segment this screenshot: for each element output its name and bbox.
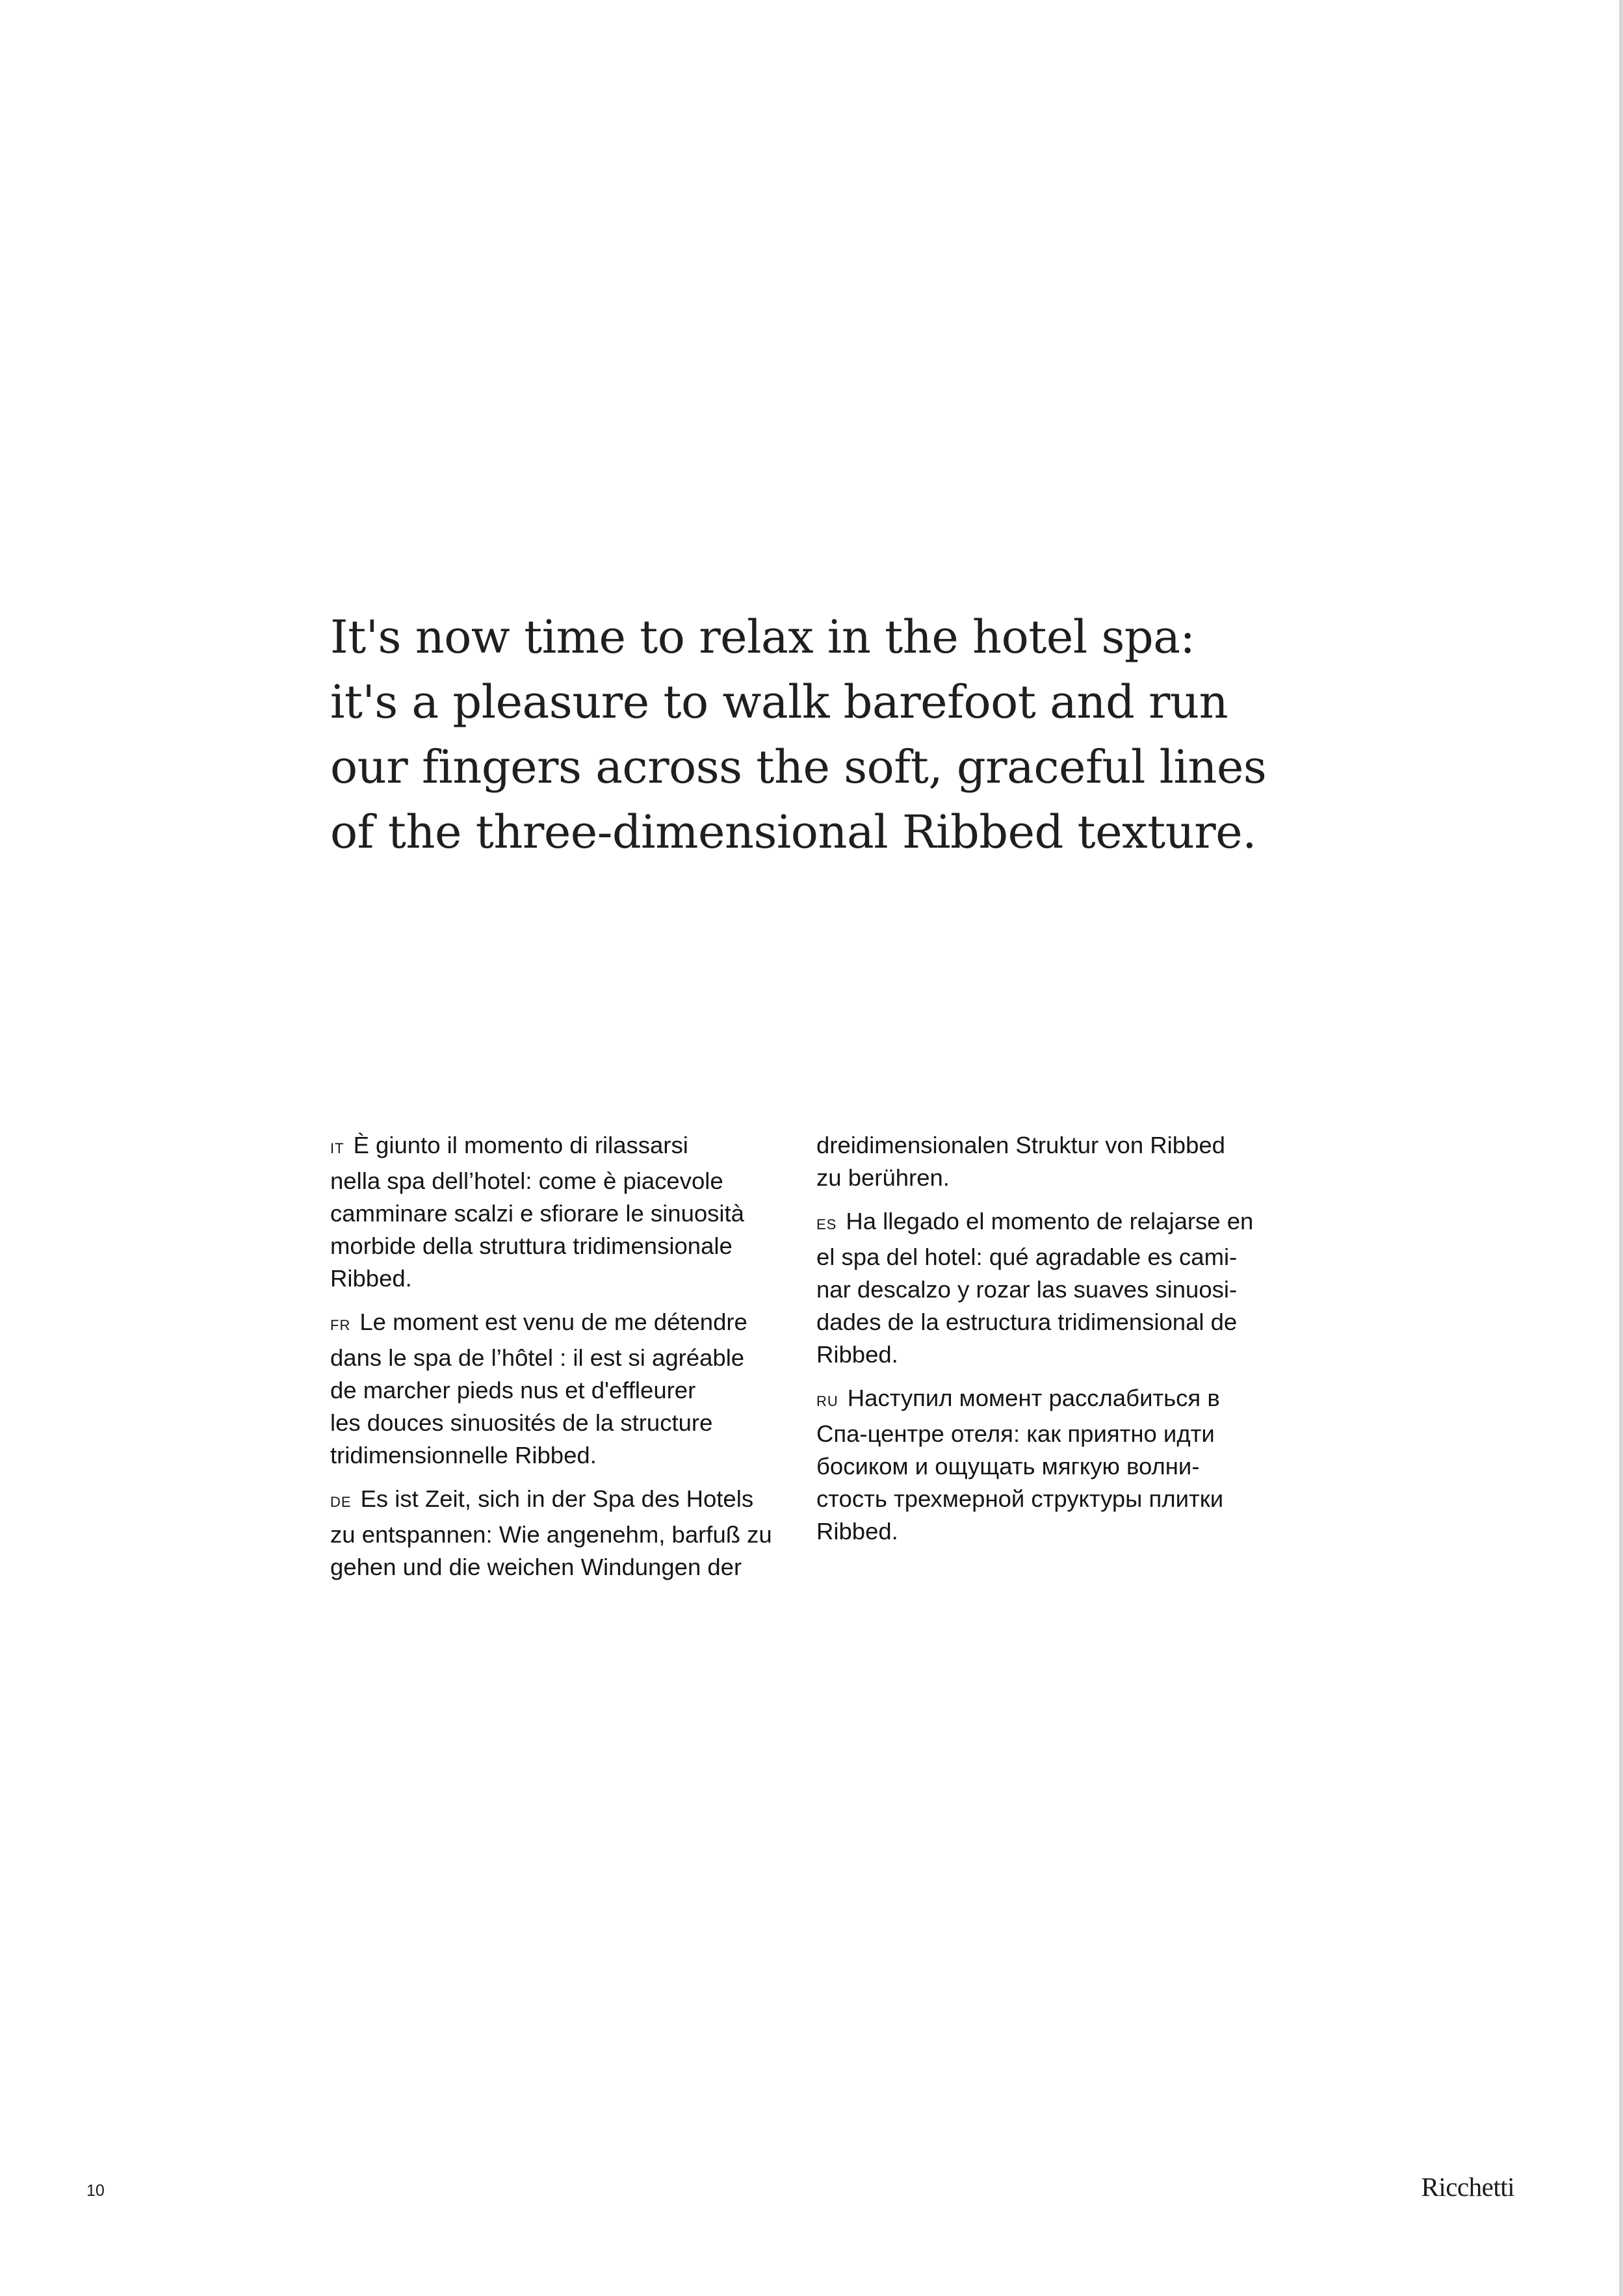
paragraph-line: gehen und die weichen Windungen der xyxy=(330,1554,742,1580)
headline-line: our fingers across the soft, graceful lines xyxy=(330,740,1267,794)
paragraph-line: de marcher pieds nus et d'effleurer xyxy=(330,1377,696,1403)
headline-line: it's a pleasure to walk barefoot and run xyxy=(330,675,1228,729)
paragraph-line: Спа-центре отеля: как приятно идти xyxy=(816,1420,1215,1447)
translations-column-left xyxy=(330,1129,785,1595)
paragraph-line: les douces sinuosités de la structure xyxy=(330,1409,713,1436)
paragraph-german-end xyxy=(816,1129,1271,1194)
paragraph-text: Es ist Zeit, sich in der Spa des Hotels xyxy=(360,1485,754,1512)
page-edge xyxy=(1619,0,1623,2296)
paragraph-line xyxy=(330,1483,785,1519)
paragraph-line: босиком и ощущать мягкую волни- xyxy=(816,1453,1200,1480)
language-code-ru: RU xyxy=(816,1393,838,1409)
paragraph-line: nar descalzo y rozar las suaves sinuosi- xyxy=(816,1276,1238,1303)
paragraph-text: È giunto il momento di rilassarsi xyxy=(353,1132,688,1158)
paragraph-line: el spa del hotel: qué agradable es cami- xyxy=(816,1244,1238,1270)
paragraph-text: Ha llegado el momento de relajarse en xyxy=(846,1208,1254,1234)
paragraph-line: nella spa dell’hotel: come è piacevole xyxy=(330,1168,723,1194)
paragraph-text: Наступил момент расслабиться в xyxy=(847,1385,1220,1411)
translations-column-right xyxy=(816,1129,1271,1559)
paragraph-line: zu entspannen: Wie angenehm, barfuß zu xyxy=(330,1521,772,1548)
language-code-de: DE xyxy=(330,1494,352,1510)
language-code-it: IT xyxy=(330,1140,344,1156)
paragraph-line: morbide della struttura tridimensionale xyxy=(330,1233,733,1259)
headline-line: It's now time to relax in the hotel spa: xyxy=(330,610,1195,664)
paragraph-line: camminare scalzi e sfiorare le sinuosità xyxy=(330,1200,744,1227)
headline-quote xyxy=(330,605,1305,865)
paragraph-line xyxy=(816,1205,1271,1241)
paragraph-line: tridimensionnelle Ribbed. xyxy=(330,1442,597,1468)
brand-logo: Ricchetti xyxy=(1421,2172,1514,2202)
paragraph-russian xyxy=(816,1382,1271,1548)
paragraph-line xyxy=(816,1382,1271,1418)
paragraph-french xyxy=(330,1306,785,1472)
paragraph-line: Ribbed. xyxy=(330,1265,412,1292)
paragraph-line: dans le spa de l’hôtel : il est si agréable xyxy=(330,1344,745,1371)
paragraph-text: Le moment est venu de me détendre xyxy=(359,1309,747,1335)
page-number: 10 xyxy=(86,2182,105,2200)
language-code-fr: FR xyxy=(330,1317,351,1333)
paragraph-line xyxy=(330,1306,785,1342)
paragraph-line: стость трехмерной структуры плитки xyxy=(816,1485,1224,1512)
paragraph-spanish xyxy=(816,1205,1271,1371)
paragraph-line: Ribbed. xyxy=(816,1518,898,1545)
paragraph-german-start xyxy=(330,1483,785,1584)
paragraph-line: zu berühren. xyxy=(816,1164,950,1191)
paragraph-line: dreidimensionalen Struktur von Ribbed xyxy=(816,1132,1225,1158)
language-code-es: ES xyxy=(816,1216,837,1233)
paragraph-line: Ribbed. xyxy=(816,1341,898,1368)
paragraph-line xyxy=(330,1129,785,1165)
paragraph-line: dades de la estructura tridimensional de xyxy=(816,1309,1238,1335)
headline-line: of the three-dimensional Ribbed texture. xyxy=(330,805,1256,859)
paragraph-italian xyxy=(330,1129,785,1295)
